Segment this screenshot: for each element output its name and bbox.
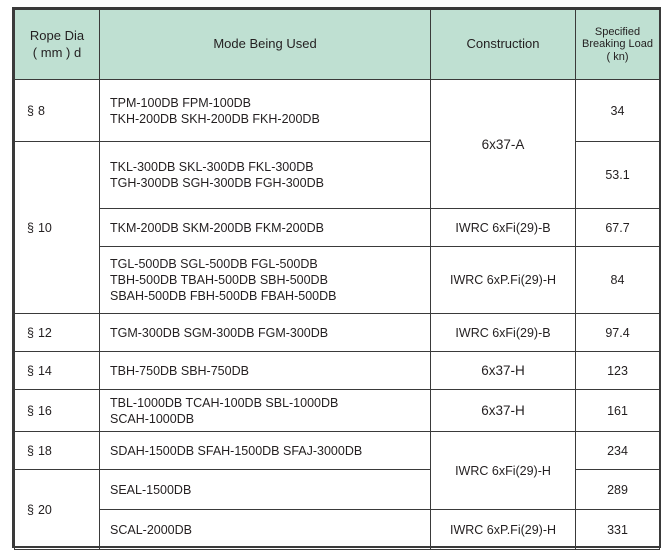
dia-cell (15, 432, 100, 470)
section-symbol: § (27, 403, 34, 418)
rope-spec-table-wrapper (14, 9, 660, 550)
rope-spec-table (14, 9, 660, 550)
mode-line: SCAL-2000DB (110, 522, 192, 537)
table-row (15, 432, 660, 470)
construction-cell: IWRC 6xP.Fi(29)-H (431, 510, 576, 550)
dia-cell (15, 314, 100, 352)
mode-cell (100, 142, 431, 209)
mode-line: TBL-1000DB TCAH-100DB SBL-1000DB (110, 395, 339, 410)
mode-line: TGH-300DB SGH-300DB FGH-300DB (110, 176, 324, 190)
table-row (15, 209, 660, 247)
mode-line: TBH-500DB TBAH-500DB SBH-500DB (110, 273, 328, 287)
header-load-line2: Breaking Load (582, 38, 653, 51)
construction-cell: IWRC 6xP.Fi(29)-H (431, 247, 576, 314)
mode-cell (100, 470, 431, 510)
header-row (15, 10, 660, 80)
construction-cell: IWRC 6xFi(29)-H (431, 432, 576, 510)
mode-line: TGM-300DB SGM-300DB FGM-300DB (110, 325, 329, 340)
mode-cell (100, 80, 431, 142)
load-cell: 234 (576, 432, 660, 470)
dia-value: 16 (37, 403, 52, 418)
load-cell: 289 (576, 470, 660, 510)
mode-line: TGL-500DB SGL-500DB FGL-500DB (110, 257, 318, 271)
mode-cell (100, 390, 431, 432)
mode-line: SBAH-500DB FBH-500DB FBAH-500DB (110, 289, 337, 303)
load-cell: 331 (576, 510, 660, 550)
dia-value: 14 (37, 363, 52, 378)
dia-value: 20 (37, 502, 52, 517)
header-construction: Construction (431, 10, 576, 80)
mode-cell (100, 247, 431, 314)
load-cell: 97.4 (576, 314, 660, 352)
load-cell: 84 (576, 247, 660, 314)
mode-line: TKH-200DB SKH-200DB FKH-200DB (110, 111, 320, 126)
construction-cell: 6x37-H (431, 390, 576, 432)
mode-line: TKL-300DB SKL-300DB FKL-300DB (110, 160, 314, 174)
mode-cell (100, 352, 431, 390)
dia-cell (15, 390, 100, 432)
mode-line: TBH-750DB SBH-750DB (110, 363, 249, 378)
dia-cell (15, 80, 100, 142)
mode-cell (100, 432, 431, 470)
header-load-line1: Specified (594, 26, 641, 39)
mode-line: TKM-200DB SKM-200DB FKM-200DB (110, 220, 324, 235)
dia-cell (15, 470, 100, 550)
dia-cell (15, 142, 100, 314)
dia-cell (15, 352, 100, 390)
dia-value: 8 (37, 103, 45, 118)
table-row (15, 390, 660, 432)
mode-cell (100, 209, 431, 247)
section-symbol: § (27, 220, 34, 235)
load-cell: 67.7 (576, 209, 660, 247)
header-breaking-load (576, 10, 660, 80)
construction-cell: 6x37-H (431, 352, 576, 390)
load-cell: 53.1 (576, 142, 660, 209)
header-rope-dia-line2: ( mm ) d (32, 44, 82, 60)
table-row (15, 314, 660, 352)
header-rope-dia (15, 10, 100, 80)
dia-value: 12 (37, 325, 52, 340)
mode-line: SDAH-1500DB SFAH-1500DB SFAJ-3000DB (110, 443, 363, 458)
construction-cell: IWRC 6xFi(29)-B (431, 209, 576, 247)
header-mode: Mode Being Used (100, 10, 431, 80)
mode-line: SCAH-1000DB (110, 411, 195, 426)
section-symbol: § (27, 443, 34, 458)
section-symbol: § (27, 502, 34, 517)
section-symbol: § (27, 363, 34, 378)
dia-value: 18 (37, 443, 52, 458)
table-row (15, 80, 660, 142)
section-symbol: § (27, 325, 34, 340)
mode-line: TPM-100DB FPM-100DB (110, 95, 252, 110)
table-row (15, 352, 660, 390)
construction-cell: 6x37-A (431, 80, 576, 209)
dia-value: 10 (37, 220, 52, 235)
header-load-line3: ( kn) (606, 50, 629, 63)
load-cell: 123 (576, 352, 660, 390)
table-row (15, 510, 660, 550)
mode-cell (100, 314, 431, 352)
section-symbol: § (27, 103, 34, 118)
header-rope-dia-line1: Rope Dia (29, 28, 85, 44)
mode-line: SEAL-1500DB (110, 482, 192, 497)
mode-cell (100, 510, 431, 550)
table-row (15, 247, 660, 314)
construction-cell: IWRC 6xFi(29)-B (431, 314, 576, 352)
load-cell: 161 (576, 390, 660, 432)
load-cell: 34 (576, 80, 660, 142)
